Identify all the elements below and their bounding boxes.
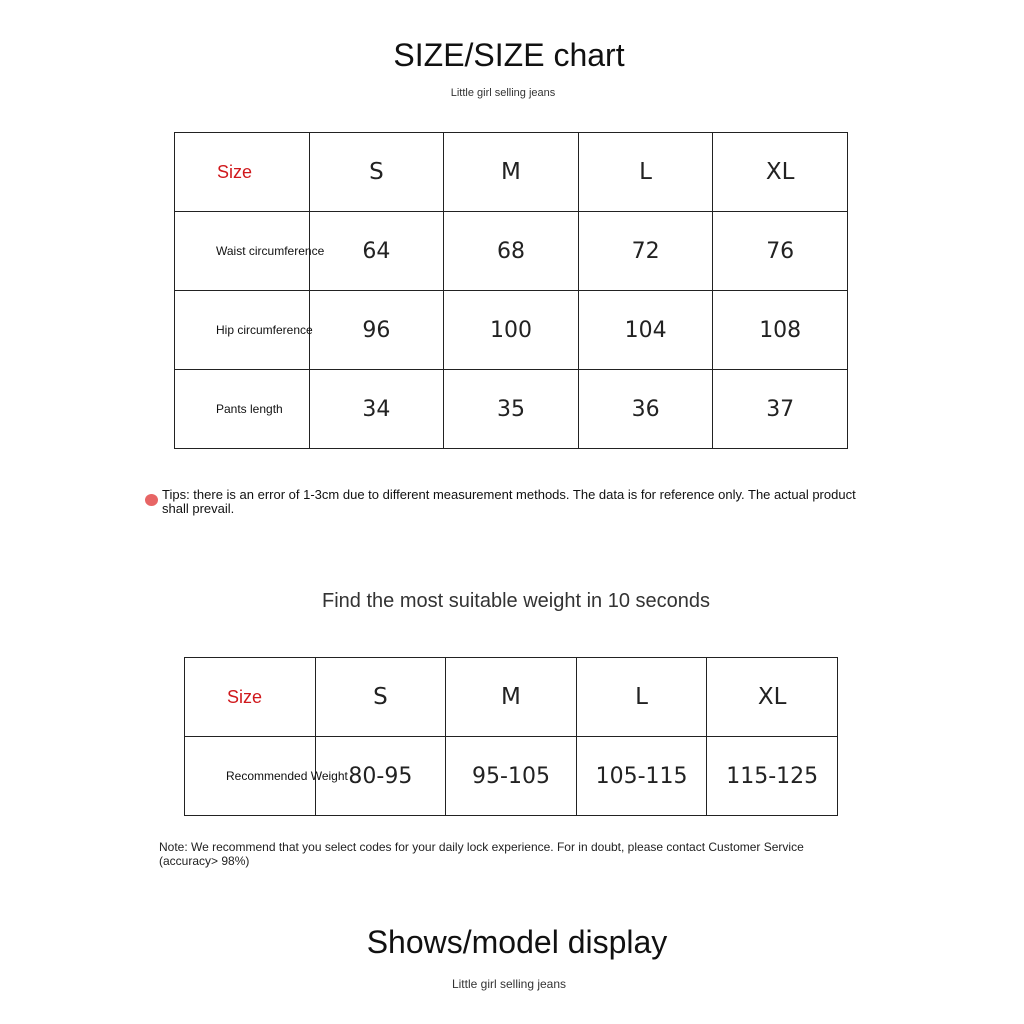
row-label: Pants length	[175, 370, 310, 449]
note-text: Note: We recommend that you select codes for your daily lock experience. For in doubt, please contact Customer Service (accuracy> 98%)	[159, 840, 804, 868]
header-row	[175, 133, 848, 212]
header-row	[185, 658, 838, 737]
table-row	[175, 212, 848, 291]
row-label: Waist circumference	[175, 212, 310, 291]
table-cell: 35	[444, 370, 579, 449]
table-cell: 95-105	[446, 737, 577, 816]
red-dot-mark	[145, 494, 158, 506]
table-cell: 76	[713, 212, 848, 291]
model-section-title: Shows/model display	[366, 924, 668, 960]
weight-section-title: Find the most suitable weight in 10 seconds	[322, 590, 710, 612]
table-cell: 104	[578, 291, 713, 370]
size-table	[174, 132, 848, 449]
size-column-header: S	[315, 658, 446, 737]
size-column-header: XL	[713, 133, 848, 212]
table-cell: 115-125	[707, 737, 838, 816]
table-row	[175, 291, 848, 370]
row-label: Recommended Weight	[185, 737, 316, 816]
size-column-header: M	[446, 658, 577, 737]
table-cell: 100	[444, 291, 579, 370]
page-subtitle: Little girl selling jeans	[450, 87, 556, 99]
table-cell: 105-115	[576, 737, 707, 816]
weight-table	[184, 657, 838, 816]
size-column-header: S	[309, 133, 444, 212]
size-column-header: XL	[707, 658, 838, 737]
size-header-label: Size	[185, 658, 316, 737]
table-cell: 80-95	[315, 737, 446, 816]
size-header-label: Size	[175, 133, 310, 212]
table-cell: 68	[444, 212, 579, 291]
size-column-header: M	[444, 133, 579, 212]
tips-text: Tips: there is an error of 1-3cm due to different measurement methods. The data is for reference only. The actual product shall prevail.	[162, 487, 856, 516]
model-section-subtitle: Little girl selling jeans	[451, 977, 567, 991]
table-cell: 96	[309, 291, 444, 370]
table-row	[185, 737, 838, 816]
table-cell: 64	[309, 212, 444, 291]
size-column-header: L	[578, 133, 713, 212]
row-label: Hip circumference	[175, 291, 310, 370]
table-row	[175, 370, 848, 449]
page-title: SIZE/SIZE chart	[393, 37, 625, 73]
table-cell: 37	[713, 370, 848, 449]
size-column-header: L	[576, 658, 707, 737]
table-cell: 72	[578, 212, 713, 291]
table-cell: 36	[578, 370, 713, 449]
table-cell: 34	[309, 370, 444, 449]
table-cell: 108	[713, 291, 848, 370]
